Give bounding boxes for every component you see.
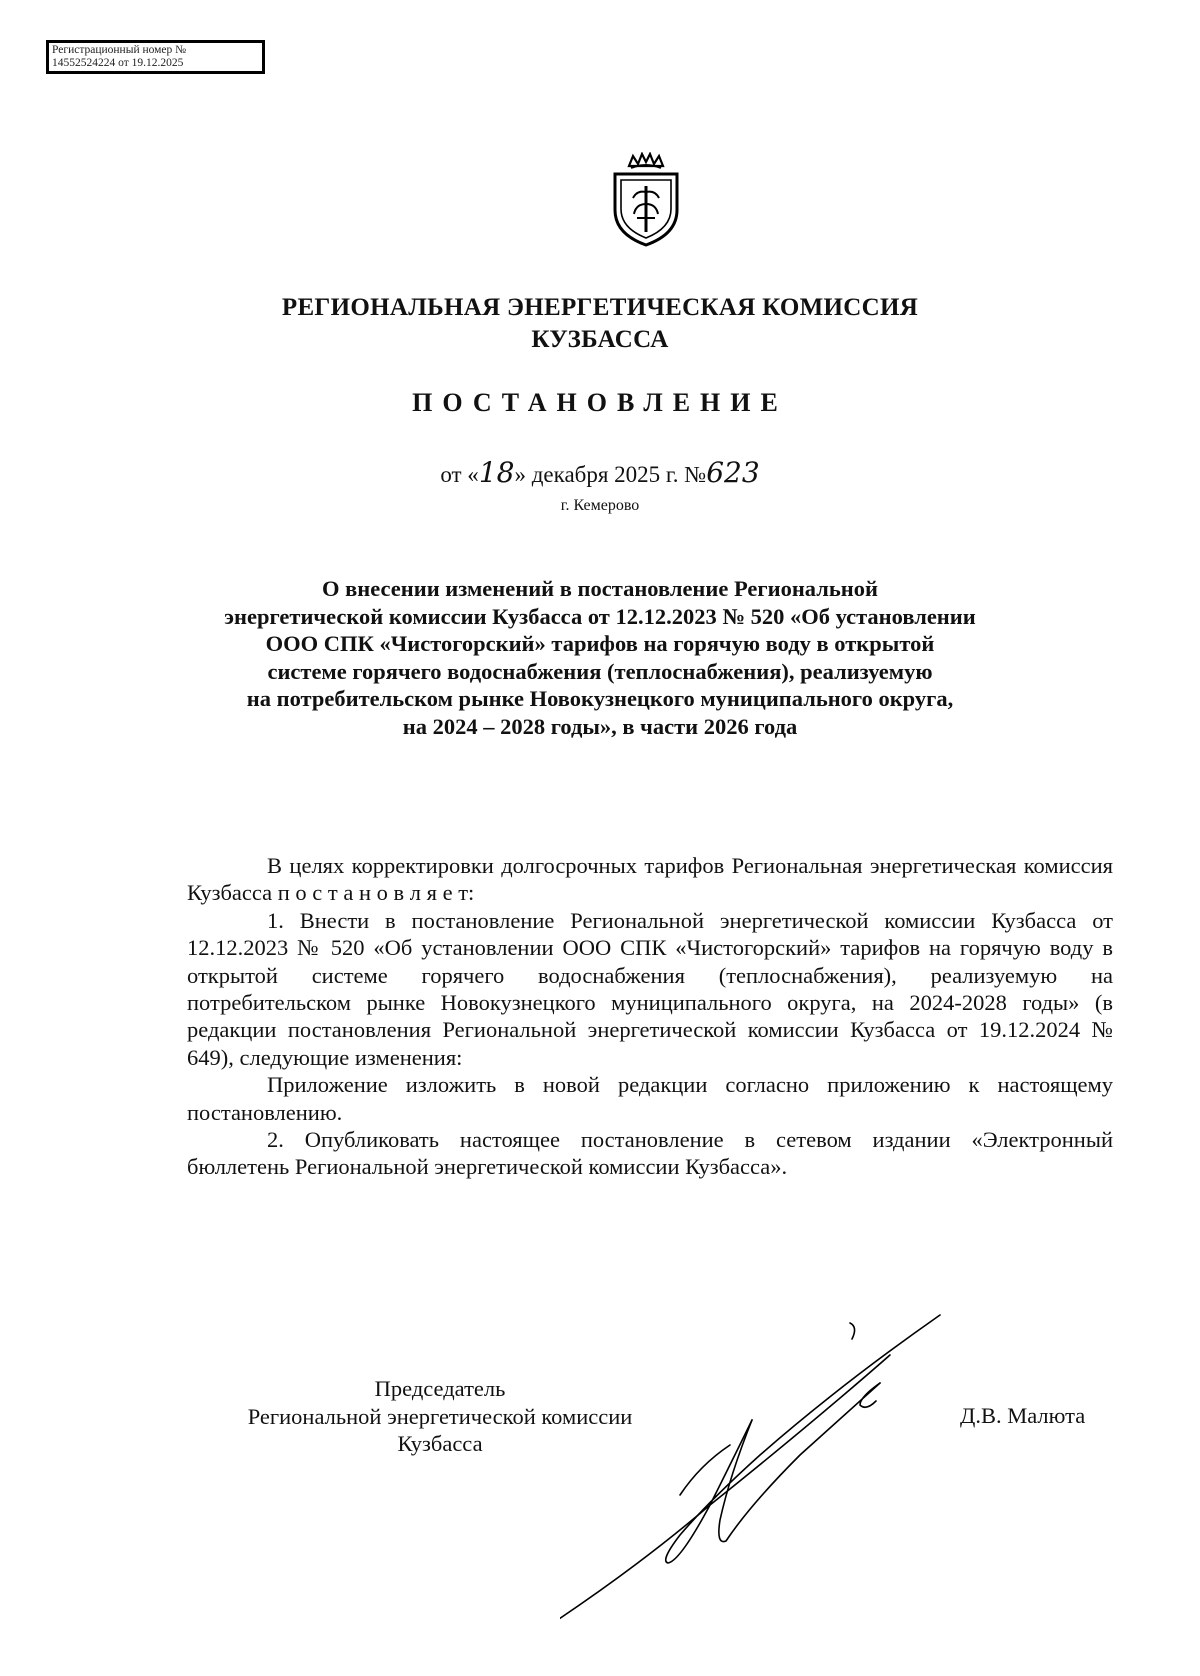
organization-title xyxy=(0,292,1200,356)
body-paragraph-appendix: Приложение изложить в новой редакции согласно приложению к настоящему постановлению. xyxy=(187,1072,1113,1125)
subject-line: системе горячего водоснабжения (теплоснабжения), реализуемую xyxy=(267,658,933,684)
city: г. Кемерово xyxy=(560,497,640,514)
registration-stamp xyxy=(46,40,265,74)
organization-title-line-2: КУЗБАССА xyxy=(531,326,669,353)
subject-line: на 2024 – 2028 годы», в части 2026 года xyxy=(402,713,798,739)
document-date-line xyxy=(0,456,1200,489)
registration-label: Регистрационный номер № xyxy=(52,44,187,56)
subject-line: энергетической комиссии Кузбасса от 12.12.2023 № 520 «Об установлении xyxy=(224,603,976,629)
handwritten-signature xyxy=(560,1305,1000,1625)
registration-number: 14552524224 от 19.12.2025 xyxy=(52,57,184,69)
subject-line: О внесении изменений в постановление Региональной xyxy=(322,576,878,601)
body-paragraph-item-2: 2. Опубликовать настоящее постановление в сетевом издании «Электронный бюллетень Региональной энергетической комиссии Кузбасса». xyxy=(187,1127,1113,1180)
signatory-title-line-2: Региональной энергетической комиссии xyxy=(247,1403,633,1429)
signatory-title-line-3: Кузбасса xyxy=(397,1431,483,1456)
document-subject xyxy=(0,575,1200,740)
body-paragraph-item-1: 1. Внести в постановление Региональной энергетической комиссии Кузбасса от 12.12.2023 № 520 «Об установлении ООО СПК «Чистогорский» тарифов на горячую воду в открытой системе горячего водоснабжения (теплоснабжения), реализуемую на потребительском рынке Новокузнецкого муниципального округа, на 2024-2028 годы» (в редакции постановления Региональной энергетической комиссии Кузбасса от 19.12.2024 № 649), следующие изменения: xyxy=(187,907,1113,1070)
body-paragraph-preamble: В целях корректировки долгосрочных тарифов Региональная энергетическая комиссия Кузбасса п о с т а н о в л я е т: xyxy=(187,853,1113,906)
document-number: 623 xyxy=(706,456,760,489)
document-type: ПОСТАНОВЛЕНИЕ xyxy=(412,388,788,417)
signatory-name: Д.В. Малюта xyxy=(960,1403,1086,1428)
organization-title-line-1: РЕГИОНАЛЬНАЯ ЭНЕРГЕТИЧЕСКАЯ КОМИССИЯ xyxy=(281,294,919,321)
date-day: 18 xyxy=(478,456,515,489)
signatory-title-line-1: Председатель xyxy=(374,1376,506,1401)
date-prefix: от « xyxy=(440,462,479,487)
document-body xyxy=(187,852,1113,1181)
subject-line: ООО СПК «Чистогорский» тарифов на горячую воду в открытой xyxy=(265,631,935,656)
date-middle: » декабря 2025 г. № xyxy=(514,462,707,487)
kuzbass-coat-of-arms-icon xyxy=(607,152,685,248)
subject-line: на потребительском рынке Новокузнецкого муниципального округа, xyxy=(246,686,954,711)
